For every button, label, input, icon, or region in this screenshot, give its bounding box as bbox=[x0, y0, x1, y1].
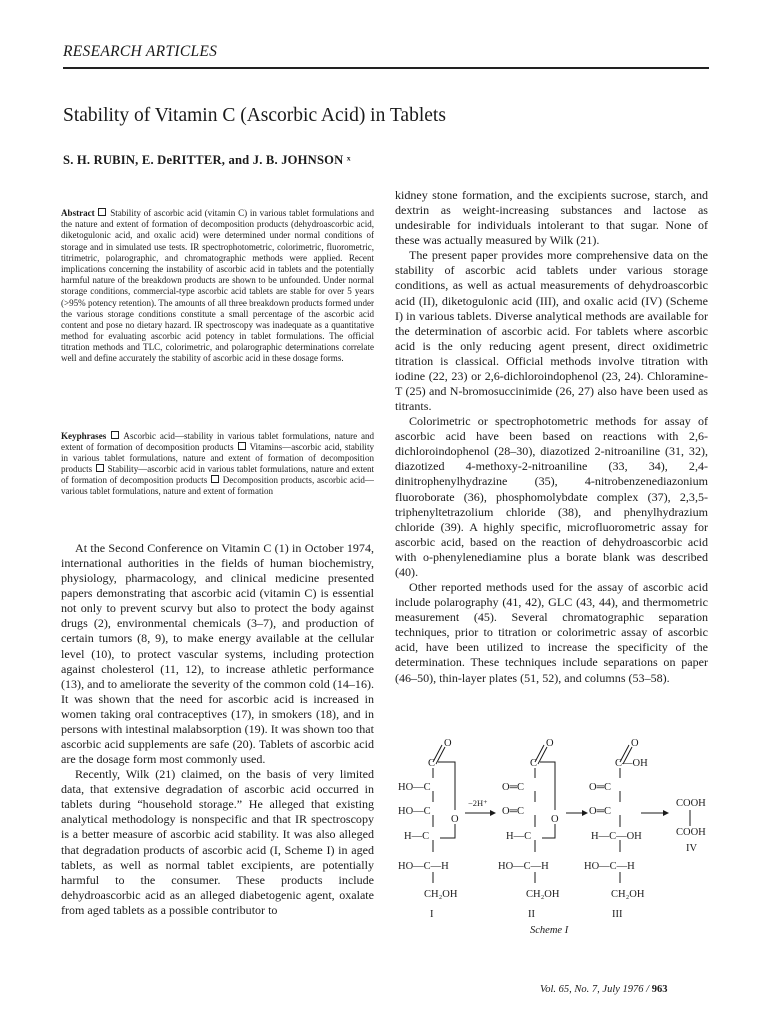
scheme-atom-label: O═C bbox=[502, 782, 525, 793]
scheme-atom-label: H—C bbox=[506, 831, 532, 842]
body-left-column bbox=[61, 541, 374, 918]
scheme-atom-label: O═C bbox=[589, 782, 612, 793]
square-bullet-icon bbox=[238, 442, 246, 450]
scheme-atom-label: O bbox=[551, 814, 559, 825]
keyphrase-item: Stability—ascorbic acid in various tablet formulations, nature and extent of formation of decomposition products bbox=[61, 464, 375, 486]
scheme-atom-label: O═C bbox=[589, 806, 612, 817]
body-paragraph: At the Second Conference on Vitamin C (1) in October 1974, international authorities in the fields of human biochemistry, physiology, pharmacology, and clinical medicine presented papers demonstrating that ascorbic acid (vitamin C) is essential not only to prevent scurvy but also to protect the body against drugs (2), environmental chemicals (3–7), and production of certain tumors (8, 9), to make energy available at the cellular level (10), to protect vascular systems, including protection against cholesterol (11, 12), to increase athletic performance (13), and to ameliorate the severity of the common cold (14–16). It was shown that the need for ascorbic acid is increased in women taking oral contraceptives (17), in smokers (18), and in persons with intestinal malabsorption (19). It was shown too that ascorbic acid supplements are safe (20). Tablets of ascorbic acid are the dosage form most commonly used. bbox=[61, 541, 374, 767]
scheme-atom-label: CH₂OH bbox=[611, 889, 645, 900]
scheme-atom-label: O bbox=[444, 738, 452, 749]
scheme-atom-label: HO—C bbox=[398, 806, 431, 817]
article-title: Stability of Vitamin C (Ascorbic Acid) in Tablets bbox=[63, 105, 446, 126]
scheme-atom-label: HO—C bbox=[398, 782, 431, 793]
scheme-atom-label: HO—C—H bbox=[398, 861, 449, 872]
body-paragraph: The present paper provides more comprehensive data on the stability of ascorbic acid tablets under various storage conditions, as well as actual measurements of dehydroascorbic acid (II), diketogulonic acid (III), and oxalic acid (IV) (Scheme I) in various tablets. Diverse analytical methods are available for the determination of ascorbic acid. For tablets where ascorbic acid is the only reducing agent present, direct oxidimetric titration is classical. Official methods involve titration with iodine (22, 23) or 2,6-dichloroindophenol (23, 24). Chloramine-T (25) and N-bromosuccinimide (26, 27) also have been used as titrants. bbox=[395, 248, 708, 414]
scheme-atom-label: HO—C—H bbox=[498, 861, 549, 872]
scheme-compound-label: II bbox=[528, 909, 535, 920]
scheme-atom-label: O bbox=[546, 738, 554, 749]
body-paragraph: Recently, Wilk (21) claimed, on the basis of very limited data, that extensive degradation of ascorbic acid occurred in tablets during “household storage.” He alleged that existing analytical methodology is nonspecific and that IR spectroscopy is a better measure of ascorbic acid stability. It was also alleged that degradation products of ascorbic acid (I, Scheme I) in aged tablets, as well as normal tablet excipients, are potentially harmful to the consumer. These products include dehydroascorbic acid as an alleged diabetogenic agent, oxalate from aged tablets as a possible contributor to bbox=[61, 767, 374, 917]
scheme-reagent: −2H⁺ bbox=[468, 798, 488, 808]
scheme-compound-label: IV bbox=[686, 843, 698, 854]
scheme-atom-label: O bbox=[631, 738, 639, 749]
square-bullet-icon bbox=[98, 208, 106, 216]
scheme-i-diagram bbox=[363, 730, 723, 940]
keyphrase-item: Vitamins—ascorbic acid, stability in various tablet formulations, nature and extent of formation of decomposition products bbox=[61, 442, 374, 475]
header-rule bbox=[63, 67, 709, 69]
square-bullet-icon bbox=[211, 475, 219, 483]
scheme-atom-label: H—C bbox=[404, 831, 430, 842]
body-right-column bbox=[395, 188, 708, 686]
scheme-atom-label: C bbox=[530, 758, 538, 769]
scheme-atom-label: C bbox=[428, 758, 436, 769]
keyphrase-item: Decomposition products, ascorbic acid—various tablet formulations, nature and extent of formation bbox=[61, 475, 374, 497]
article-authors: S. H. RUBIN, E. DeRITTER, and J. B. JOHNSON ˣ bbox=[63, 153, 351, 167]
keyphrases-label: Keyphrases bbox=[61, 431, 107, 441]
page-footer: Vol. 65, No. 7, July 1976 / 963 bbox=[540, 984, 668, 995]
scheme-caption: Scheme I bbox=[530, 925, 569, 936]
scheme-atom-label: COOH bbox=[676, 798, 706, 809]
square-bullet-icon bbox=[96, 464, 104, 472]
scheme-atom-label: C—OH bbox=[615, 758, 648, 769]
abstract-block bbox=[61, 208, 374, 365]
page-number: 963 bbox=[651, 984, 668, 995]
scheme-atom-label: COOH bbox=[676, 827, 706, 838]
keyphrases-block bbox=[61, 431, 374, 498]
journal-citation: Vol. 65, No. 7, July 1976 bbox=[540, 984, 644, 995]
scheme-compound-label: I bbox=[430, 909, 434, 920]
scheme-compound-label: III bbox=[612, 909, 623, 920]
keyphrase-item: Ascorbic acid—stability in various tablet formulations, nature and extent of formation of decomposition products bbox=[61, 431, 375, 453]
section-label: RESEARCH ARTICLES bbox=[63, 43, 218, 60]
abstract-label: Abstract bbox=[61, 208, 95, 218]
body-paragraph: kidney stone formation, and the excipients sucrose, starch, and dextrin as weight-increasing substances and lactose as undesirable for individuals intolerant to that sugar. None of these was actually measured by Wilk (21). bbox=[395, 188, 708, 248]
scheme-atom-label: HO—C—H bbox=[584, 861, 635, 872]
abstract-text: Stability of ascorbic acid (vitamin C) in various tablet formulations and the nature and extent of formation of decomposition products (dehydroascorbic acid, diketogulonic acid, and oxalic acid) were determined under normal conditions of storage and in simulated use tests. IR spectrophotometric, colorimetric, fluorometric, titrimetric, polarographic, and chromatographic methods were applied. Recent implications concerning the instability of ascorbic acid in tablets and the potentially harmful nature of the breakdown products are shown to be unfounded. Under normal storage conditions, commercial-type ascorbic acid tablets are stable for over 5 years (>95% potency retention). The amounts of all three breakdown products formed under the various storage conditions constitute a small percentage of the ascorbic acid content and pose no dietary hazard. IR spectroscopy was inadequate as a quantitative method for evaluating ascorbic acid potency in tablet formulations. The official titration methods and TLC, colorimetric, and polarographic determinations correlate well and define accurately the stability of ascorbic acid in these dosage forms. bbox=[61, 208, 374, 364]
scheme-atom-label: CH₂OH bbox=[526, 889, 560, 900]
body-paragraph: Other reported methods used for the assay of ascorbic acid include polarography (41, 42), GLC (43, 44), and thermometric measurement (45). Several chromatographic separation techniques, prior to titration or colorimetric assay of ascorbic acid, have been utilized to increase the specificity of the determination. These techniques include separations on paper (46–50), thin-layer plates (51, 52), and columns (53–58). bbox=[395, 580, 708, 685]
scheme-atom-label: H—C—OH bbox=[591, 831, 642, 842]
body-paragraph: Colorimetric or spectrophotometric methods for assay of ascorbic acid have been based on reactions with 2,6-dichloroindophenol (28–30), diazotized 2-nitroaniline (31, 32), diazotized 4-methoxy-2-nitroaniline (33, 34), 2,4-dinitrophenylhydrazine (35), 4-nitrobenzenediazonium fluoroborate (36), phosphomolybdate complex (37), 2,3,5-triphenyltetrazolium chloride (38), and phenylhydrazium chloride (39). A highly specific, microfluorometric assay for ascorbic acid, based on the reaction of dehydroascorbic acid with o-phenylenediamine plus a borate blank was described (40). bbox=[395, 414, 708, 579]
square-bullet-icon bbox=[111, 431, 119, 439]
scheme-atom-label: O bbox=[451, 814, 459, 825]
scheme-atom-label: CH₂OH bbox=[424, 889, 458, 900]
scheme-atom-label: O═C bbox=[502, 806, 525, 817]
